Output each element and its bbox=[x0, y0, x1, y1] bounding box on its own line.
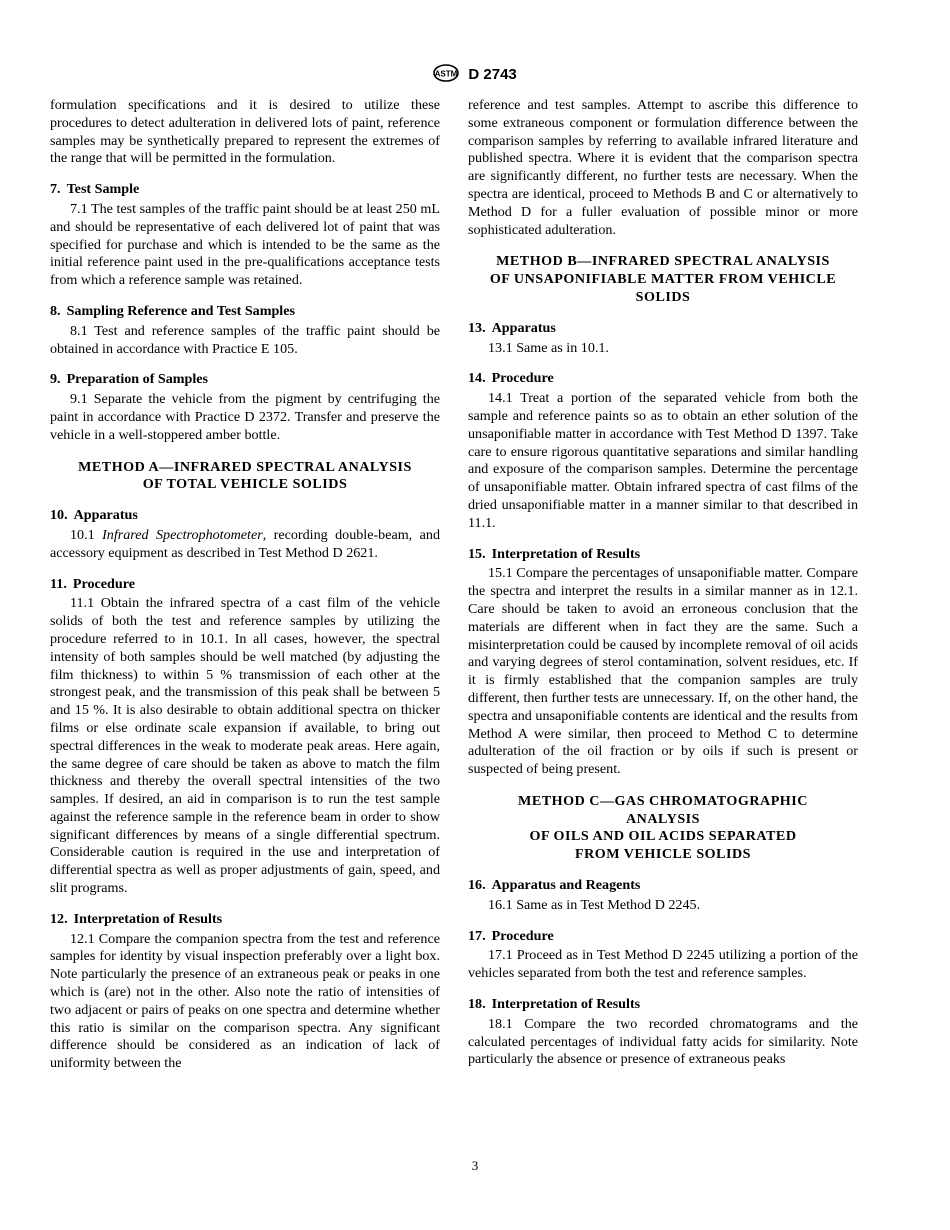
paragraph: 9.1 Separate the vehicle from the pigment by centrifuging the paint in accordance with Practice D 2372. Transfer and preserve the vehicle in a well-stoppered amber bottle. bbox=[50, 391, 440, 443]
section-heading bbox=[468, 928, 858, 946]
section-title: Preparation of Samples bbox=[66, 371, 209, 388]
paragraph: 18.1 Compare the two recorded chromatograms and the calculated percentages of individual fatty acids for similarity. Note particularly the absence or presence of extraneous peaks bbox=[468, 1015, 858, 1068]
method-heading-line: SOLIDS bbox=[635, 288, 691, 305]
method-heading-line: FROM VEHICLE SOLIDS bbox=[574, 846, 752, 863]
section-number: 10. bbox=[50, 507, 68, 524]
section-title: Procedure bbox=[491, 927, 554, 944]
section-number: 12. bbox=[50, 910, 68, 927]
method-heading-line: METHOD C—GAS CHROMATOGRAPHIC bbox=[518, 792, 808, 809]
paragraph: 16.1 Same as in Test Method D 2245. bbox=[488, 896, 701, 913]
document-id: D 2743 bbox=[468, 66, 517, 83]
section-number: 9. bbox=[50, 371, 61, 388]
paragraph: 11.1 Obtain the infrared spectra of a cast film of the vehicle solids of both the test and reference samples by utilizing the procedure referred to in 10.1. In all cases, however, the spectral intensity of both samples should be well matched (by adjusting the film thickness) to within 5 % transmission of each other at the strongest peak, and the transmission of this peak shall be between 5 and 15 %. It is also desirable to obtain additional spectra on thicker films or else ordinate scale expansion if available, to bring out spectral differences in the weak to moderate peak areas. Here again, the same degree of care should be taken as above to match the film thickness and thereby the overall spectral intensities of the two samples. If desired, an aid in comparison is to run the test sample against the reference sample in the reference beam in order to show significant differences by means of a single differential spectrum. Considerable caution is required in the use and interpretation of differential spectra as well as proper adjustments of gain, speed, and slit programs. bbox=[50, 595, 440, 897]
section-title: Interpretation of Results bbox=[491, 545, 641, 562]
method-heading-line: METHOD A—INFRARED SPECTRAL ANALYSIS bbox=[78, 458, 412, 475]
section-heading bbox=[468, 877, 858, 895]
section-title: Interpretation of Results bbox=[491, 996, 641, 1013]
paragraph: 13.1 Same as in 10.1. bbox=[488, 339, 609, 356]
method-heading-line: METHOD B—INFRARED SPECTRAL ANALYSIS bbox=[496, 253, 830, 270]
method-heading-line: OF OILS AND OIL ACIDS SEPARATED bbox=[529, 828, 797, 845]
astm-logo-icon bbox=[433, 64, 459, 82]
paragraph bbox=[50, 527, 440, 563]
method-heading-line: OF TOTAL VEHICLE SOLIDS bbox=[142, 476, 348, 493]
section-title: Sampling Reference and Test Samples bbox=[66, 302, 295, 319]
section-heading bbox=[50, 181, 440, 199]
section-title: Apparatus and Reagents bbox=[491, 877, 641, 894]
paragraph: 15.1 Compare the percentages of unsaponifiable matter. Compare the spectra and interpret the results in a similar manner as in 12.1. Care should be taken to avoid an erroneous conclusion that the materials are different when in fact they are the same. Such a misinterpretation could be caused by incomplete removal of oil acids and varying degrees of sterol contamination, solvent residues, etc. If it is firmly established that the companion samples are truly different, then further tests are unnecessary. If, on the other hand, the spectra and unsaponifiable contents are identical and the results from Method A were similar, then proceed to Method C to determine adulteration of the oil fraction or by oils if such is present or suspected of being present. bbox=[468, 565, 858, 778]
italic-term: Infrared Spectrophotometer bbox=[102, 526, 263, 543]
section-heading bbox=[50, 303, 440, 321]
section-number: 15. bbox=[468, 545, 486, 562]
section-number: 17. bbox=[468, 927, 486, 944]
section-title: Procedure bbox=[491, 370, 554, 387]
section-number: 7. bbox=[50, 181, 61, 198]
method-heading-line: OF UNSAPONIFIABLE MATTER FROM VEHICLE bbox=[489, 271, 837, 288]
section-heading bbox=[468, 320, 858, 338]
section-heading bbox=[50, 911, 440, 929]
section-heading bbox=[468, 370, 858, 388]
paragraph: reference and test samples. Attempt to ascribe this difference to some extraneous component or formulation difference between the comparison samples by referring to available infrared literature and published spectra. Where it is evident that the comparison spectra are significantly different, no further tests are necessary. When the spectra are identical, proceed to Methods B and C or alternatively to Method D for a fuller evaluation of possible minor or more sophisticated adulteration. bbox=[468, 97, 858, 238]
section-heading bbox=[468, 546, 858, 564]
right-column bbox=[468, 97, 858, 1069]
paragraph: formulation specifications and it is desired to utilize these procedures to detect adulteration in delivered lots of paint, reference samples may be synthetically prepared to represent the extremes of the range that will be permitted in the formulation. bbox=[50, 97, 440, 167]
section-title: Test Sample bbox=[66, 181, 140, 198]
svg-text:ASTM: ASTM bbox=[434, 69, 458, 79]
section-title: Apparatus bbox=[491, 319, 556, 336]
paragraph: 8.1 Test and reference samples of the traffic paint should be obtained in accordance with Practice E 105. bbox=[50, 322, 440, 357]
paragraph: 17.1 Proceed as in Test Method D 2245 utilizing a portion of the vehicles separated from both the test and reference samples. bbox=[468, 947, 858, 982]
method-heading-line: ANALYSIS bbox=[626, 810, 700, 827]
section-heading bbox=[50, 371, 440, 389]
paragraph-text: , recording double-beam, and accessory equipment as described in Test Method D 2621. bbox=[50, 526, 440, 561]
page-header bbox=[0, 64, 950, 83]
paragraph: 14.1 Treat a portion of the separated vehicle from both the sample and reference paints so as to obtain an ether solution of the unsaponifiable matter in accordance with Test Method D 1397. Take care to ensure rigorous quantitative separations and similar handling and exposure of the comparison samples. Determine the percentage of unsaponifiable matter. Obtain infrared spectra of cast films of the dried unsaponifiable matter in a manner similar to that described in 11.1. bbox=[468, 390, 858, 531]
method-heading bbox=[468, 793, 858, 864]
section-number: 8. bbox=[50, 302, 61, 319]
section-number: 13. bbox=[468, 319, 486, 336]
method-heading bbox=[468, 253, 858, 306]
section-title: Interpretation of Results bbox=[73, 910, 223, 927]
left-column bbox=[50, 97, 440, 1073]
section-heading bbox=[50, 507, 440, 525]
page-number: 3 bbox=[471, 1158, 479, 1173]
section-title: Apparatus bbox=[73, 507, 138, 524]
section-number: 11. bbox=[50, 575, 67, 592]
paragraph: 12.1 Compare the companion spectra from the test and reference samples for identity by visual inspection preferably over a light box. Note particularly the presence of an extraneous peak or peaks in one which is (are) not in the other. Also note the ratio of intensities of two adjacent or pairs of peaks on one spectra and determine whether this ratio is similar on the comparison spectra. Any significant difference should be considered as an indication of lack of uniformity between the bbox=[50, 930, 440, 1072]
paragraph-number: 10.1 bbox=[70, 526, 103, 543]
section-title: Procedure bbox=[72, 575, 135, 592]
paragraph: 7.1 The test samples of the traffic paint should be at least 250 mL and should be representative of each delivered lot of paint that was specified for purchase and which is intended to be the same as the initial reference paint used in the pre-qualifications acceptance tests from which a reference sample was retained. bbox=[50, 200, 440, 289]
method-heading bbox=[50, 459, 440, 495]
section-heading bbox=[50, 576, 440, 594]
section-number: 16. bbox=[468, 877, 486, 894]
section-number: 18. bbox=[468, 996, 486, 1013]
section-number: 14. bbox=[468, 370, 486, 387]
section-heading bbox=[468, 996, 858, 1014]
